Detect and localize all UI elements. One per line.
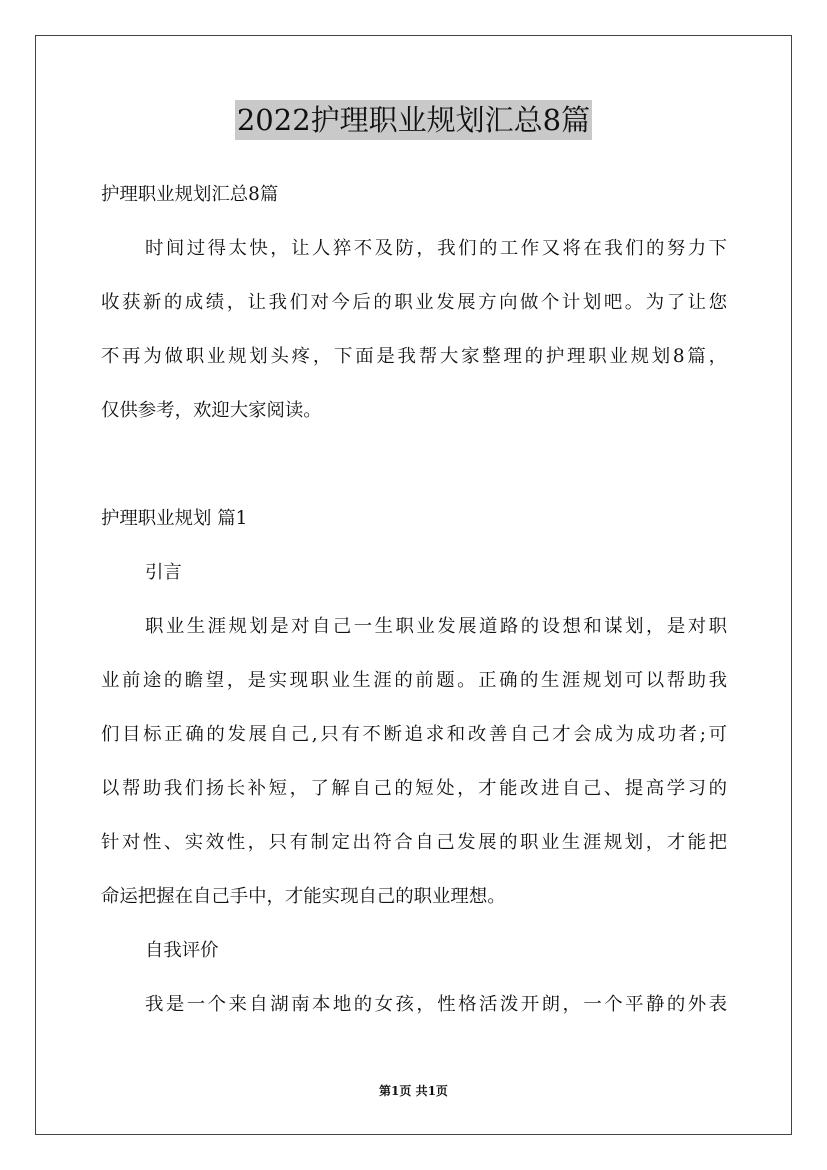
preface-line: 以帮助我们扬长补短，了解自己的短处，才能改进自己、提高学习的 — [101, 778, 727, 799]
title-container — [0, 100, 827, 140]
preface-heading: 引言 — [145, 562, 182, 583]
preface-line: 业前途的瞻望，是实现职业生涯的前题。正确的生涯规划可以帮助我 — [101, 670, 727, 691]
preface-line: 命运把握在自己手中，才能实现自己的职业理想。 — [101, 886, 506, 907]
subtitle: 护理职业规划汇总8篇 — [101, 184, 279, 205]
preface-line: 职业生涯规划是对自己一生职业发展道路的设想和谋划，是对职 — [145, 616, 727, 637]
intro-line: 不再为做职业规划头疼，下面是我帮大家整理的护理职业规划8篇， — [101, 346, 727, 367]
self-eval-heading: 自我评价 — [145, 940, 219, 961]
intro-line: 仅供参考，欢迎大家阅读。 — [101, 400, 322, 421]
preface-line: 针对性、实效性，只有制定出符合自己发展的职业生涯规划，才能把 — [101, 832, 727, 853]
intro-line: 时间过得太快，让人猝不及防，我们的工作又将在我们的努力下 — [145, 238, 727, 259]
document-title: 2022护理职业规划汇总8篇 — [235, 100, 592, 140]
self-eval-line: 我是一个来自湖南本地的女孩，性格活泼开朗，一个平静的外表 — [145, 994, 727, 1015]
section-heading: 护理职业规划 篇1 — [101, 508, 248, 529]
document-body — [101, 176, 727, 1024]
page-footer: 第1页 共1页 — [379, 1084, 448, 1098]
preface-line: 们目标正确的发展自己,只有不断追求和改善自己才会成为成功者;可 — [101, 724, 727, 745]
intro-line: 收获新的成绩，让我们对今后的职业发展方向做个计划吧。为了让您 — [101, 292, 727, 313]
